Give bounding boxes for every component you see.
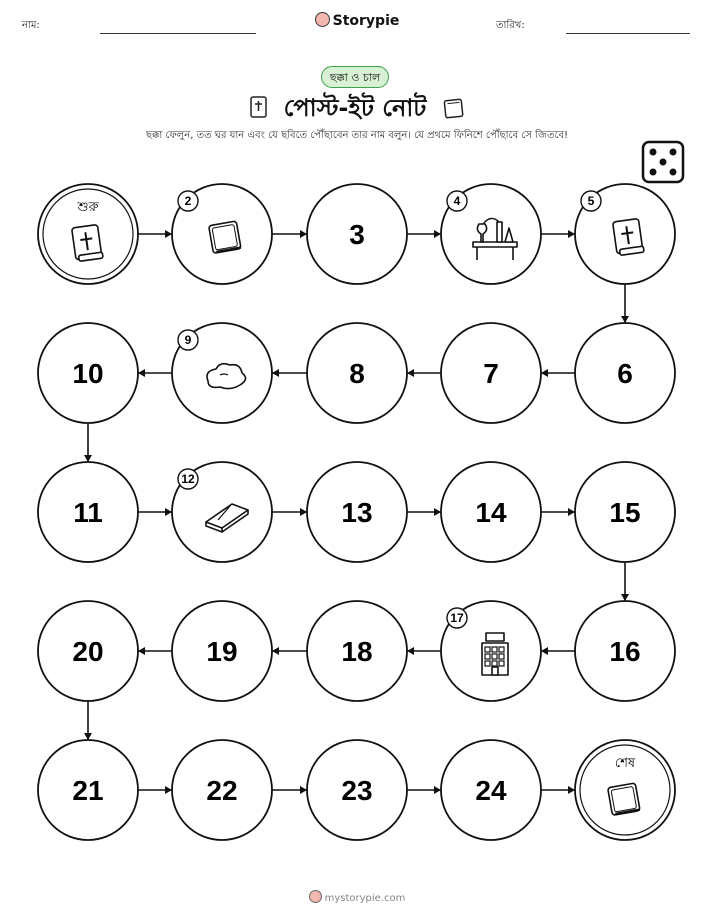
cell-number: 2: [184, 194, 192, 208]
cell-number: 14: [475, 497, 507, 528]
path-arrow: [621, 562, 629, 601]
sticky-note-icon: [608, 783, 640, 815]
board-cell-25[interactable]: [575, 740, 675, 840]
path-arrow: [138, 647, 172, 655]
board-cell-18[interactable]: [307, 601, 407, 701]
board-cell-10[interactable]: [38, 323, 138, 423]
board-cell-23[interactable]: [307, 740, 407, 840]
name-label: নাম:: [22, 20, 40, 31]
path-arrow: [407, 508, 441, 516]
board-cell-8[interactable]: [307, 323, 407, 423]
board-cell-6[interactable]: [575, 323, 675, 423]
cell-number: 23: [341, 775, 373, 806]
cell-number: 8: [349, 358, 365, 389]
storypie-mascot-icon: [309, 890, 322, 903]
cell-number: 7: [483, 358, 499, 389]
cell-number: 11: [73, 497, 103, 528]
board-cells: [38, 184, 675, 840]
path-arrow: [541, 369, 575, 377]
board-cell-12[interactable]: [172, 462, 272, 562]
board-cell-3[interactable]: [307, 184, 407, 284]
path-arrow: [84, 701, 92, 740]
board-cell-17[interactable]: [441, 601, 541, 701]
board-cell-19[interactable]: [172, 601, 272, 701]
book-icon: [72, 225, 103, 262]
footer-site[interactable]: mystorypie.com: [324, 893, 406, 904]
path-arrow: [272, 369, 307, 377]
board-cell-9[interactable]: [172, 323, 272, 423]
sticky-note-icon: [209, 221, 241, 253]
dice-icon: [643, 142, 683, 182]
end-label: শেষ: [614, 756, 636, 771]
board-cell-22[interactable]: [172, 740, 272, 840]
board-cell-16[interactable]: [575, 601, 675, 701]
cell-number: 10: [72, 358, 104, 389]
date-label: তারিখ:: [496, 20, 525, 31]
cell-number: 22: [206, 775, 238, 806]
cell-number: 20: [72, 636, 104, 667]
board-cell-21[interactable]: [38, 740, 138, 840]
board-cell-5[interactable]: [575, 184, 675, 284]
title-text: পোস্ট-ইট নোট: [283, 94, 427, 122]
footer: [0, 890, 714, 904]
cell-number: 6: [617, 358, 633, 389]
path-arrow: [407, 230, 441, 238]
path-arrow: [138, 369, 172, 377]
path-arrow: [621, 284, 629, 323]
cell-number: 18: [341, 636, 373, 667]
instructions: ছক্কা ফেলুন, তত ঘর যান এবং যে ছবিতে পৌঁছাবেন তার নাম বলুন। যে প্রথমে ফিনিশে পৌঁছাবে সে জিতবে!: [145, 130, 569, 141]
cell-number: 19: [206, 636, 238, 667]
board-cell-1[interactable]: [38, 184, 138, 284]
board-cell-13[interactable]: [307, 462, 407, 562]
cell-number: 15: [609, 497, 641, 528]
path-arrow: [84, 423, 92, 462]
path-arrow: [272, 647, 307, 655]
book-icon: [613, 219, 644, 256]
cell-number: 4: [453, 194, 461, 208]
board-cell-11[interactable]: [38, 462, 138, 562]
path-arrow: [407, 647, 441, 655]
board-cell-4[interactable]: [441, 184, 541, 284]
cell-number: 13: [341, 497, 373, 528]
path-arrow: [138, 230, 172, 238]
building-icon: [482, 633, 508, 675]
brand-name: Storypie: [332, 13, 400, 29]
cell-number: 21: [72, 775, 104, 806]
cell-number: 9: [184, 333, 192, 347]
board-cell-2[interactable]: [172, 184, 272, 284]
cell-number: 24: [475, 775, 507, 806]
cell-number: 12: [181, 472, 195, 486]
path-arrow: [138, 786, 172, 794]
path-arrow: [272, 508, 307, 516]
board-cell-14[interactable]: [441, 462, 541, 562]
path-arrow: [138, 508, 172, 516]
path-arrow: [541, 647, 575, 655]
board-cell-24[interactable]: [441, 740, 541, 840]
path-arrow: [272, 786, 307, 794]
board-cell-7[interactable]: [441, 323, 541, 423]
path-arrow: [541, 786, 575, 794]
path-arrow: [541, 230, 575, 238]
cell-number: 5: [587, 194, 595, 208]
path-arrow: [407, 369, 441, 377]
path-arrow: [407, 786, 441, 794]
board-cell-20[interactable]: [38, 601, 138, 701]
start-label: শুরু: [77, 200, 99, 215]
cell-number: 17: [450, 611, 464, 625]
path-arrow: [272, 230, 307, 238]
game-badge: ছক্কা ও চাল: [321, 66, 389, 88]
board-cell-15[interactable]: [575, 462, 675, 562]
cell-number: 16: [609, 636, 641, 667]
path-arrow: [541, 508, 575, 516]
cell-number: 3: [349, 219, 365, 250]
